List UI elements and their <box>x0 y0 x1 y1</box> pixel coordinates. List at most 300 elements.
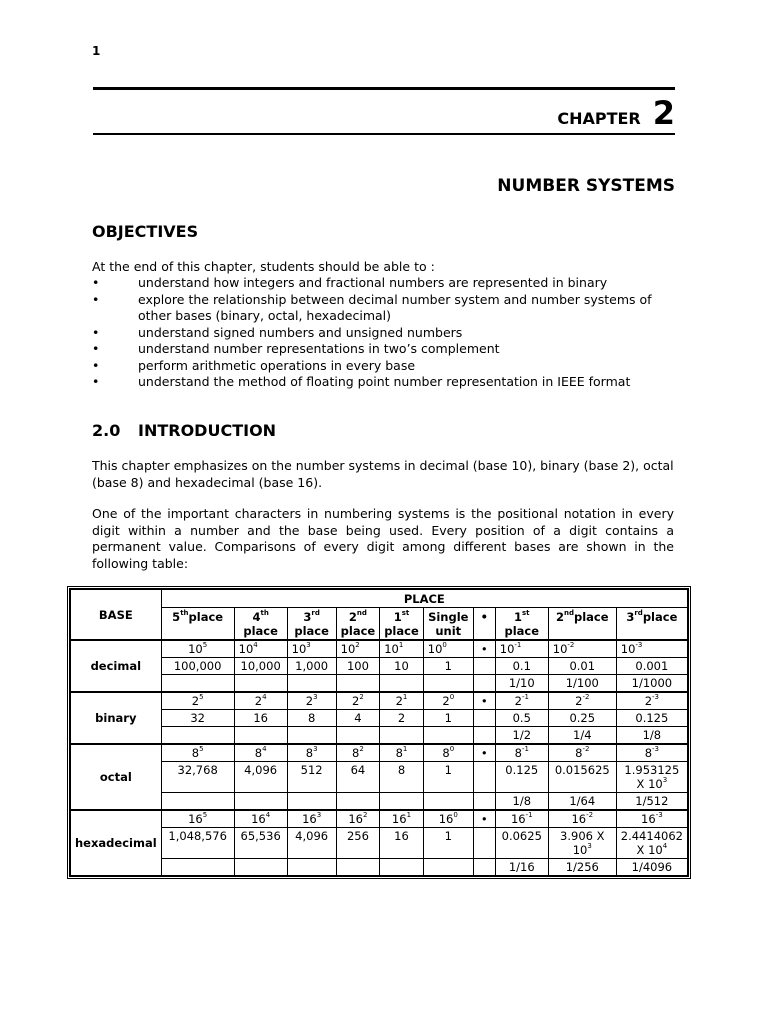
cell-value: 1/8 <box>642 728 662 742</box>
cell-value: 64 <box>350 763 366 777</box>
cell-value: 256 <box>346 829 369 843</box>
table-cell <box>234 810 287 828</box>
intro-paragraph-2: One of the important characters in numbering systems is the positional notation in every digit within a number and the base being used. Every position of a digit contains a permanent value. Comparisons of every digit among different bases are shown in the following table: <box>92 506 674 571</box>
power-exponent: -2 <box>582 693 590 701</box>
power-base: 8 <box>644 746 653 760</box>
table-cell <box>336 640 380 658</box>
table-cell <box>161 762 234 793</box>
table-cell <box>380 640 424 658</box>
place-word: place <box>340 624 376 638</box>
table-cell <box>380 859 424 876</box>
cell-value: 2.4414062 <box>620 829 683 843</box>
table-cell <box>548 710 616 727</box>
cell-value: 1/4096 <box>631 860 673 874</box>
table-cell <box>380 810 424 828</box>
power-exponent: 2 <box>359 745 364 753</box>
table-row <box>71 793 688 811</box>
objective-item: • understand the method of floating point number representation in IEEE format <box>92 374 674 391</box>
objective-item: • perform arithmetic operations in every base <box>92 358 674 375</box>
table-cell <box>380 727 424 745</box>
cell-value: 1 <box>444 659 452 673</box>
table-cell <box>336 810 380 828</box>
cell-value: 0.1 <box>512 659 531 673</box>
table-cell <box>548 744 616 762</box>
table-cell <box>495 762 548 793</box>
cell-value: 1,048,576 <box>168 829 227 843</box>
place-word: place <box>188 610 224 624</box>
table-cell <box>161 810 234 828</box>
objective-item: • understand signed numbers and unsigned numbers <box>92 325 674 342</box>
place-ordinal: 4 <box>252 610 261 624</box>
power-exponent: -1 <box>521 745 529 753</box>
chapter-number: 2 <box>652 94 675 132</box>
power-base: 16 <box>571 812 587 826</box>
table-cell <box>234 828 287 859</box>
cell-multiplier-exponent: 3 <box>587 842 592 850</box>
power-base: 8 <box>442 746 450 760</box>
power-base: 8 <box>305 746 314 760</box>
cell-value: 3.906 X <box>560 829 605 843</box>
table-cell <box>423 828 473 859</box>
power-base: 8 <box>395 746 403 760</box>
cell-value: 1/256 <box>565 860 599 874</box>
number-place-table <box>70 589 688 876</box>
table-cell <box>336 744 380 762</box>
power-base: 2 <box>395 694 403 708</box>
place-column-header <box>287 608 336 641</box>
power-exponent: 4 <box>262 693 267 701</box>
table-header-row <box>71 590 688 608</box>
power-exponent: 0 <box>449 693 455 701</box>
cell-value: 1 <box>444 763 452 777</box>
table-cell <box>380 793 424 811</box>
place-column-header <box>616 608 687 641</box>
objective-item: • explore the relationship between decimal number system and number systems of other bases (binary, octal, hexadecimal) <box>92 292 674 325</box>
power-exponent: -2 <box>582 745 590 753</box>
table-cell <box>495 658 548 675</box>
table-cell <box>548 727 616 745</box>
table-row <box>71 640 688 658</box>
table-cell <box>423 658 473 675</box>
table-cell <box>473 744 495 762</box>
table-cell <box>161 658 234 675</box>
power-base: 2 <box>352 694 360 708</box>
table-row <box>71 828 688 859</box>
power-exponent: 0 <box>453 811 458 819</box>
cell-value: 100,000 <box>173 659 222 673</box>
table-cell <box>616 810 687 828</box>
power-base: 2 <box>514 694 522 708</box>
table-cell <box>616 762 687 793</box>
objectives-heading: OBJECTIVES <box>92 222 199 241</box>
place-label: • <box>480 610 488 624</box>
table-cell <box>423 793 473 811</box>
table-cell <box>423 675 473 693</box>
objective-item: • understand how integers and fractional numbers are represented in binary <box>92 275 674 292</box>
cell-multiplier: 10 <box>572 843 588 857</box>
table-cell <box>495 744 548 762</box>
cell-value: • <box>480 694 488 708</box>
cell-value: 4,096 <box>295 829 329 843</box>
table-row <box>71 658 688 675</box>
table-cell <box>380 658 424 675</box>
table-cell <box>616 692 687 710</box>
table-row <box>71 675 688 693</box>
base-name: decimal <box>71 640 162 692</box>
table-cell <box>380 710 424 727</box>
power-base: 10 <box>427 642 443 656</box>
table-cell <box>616 658 687 675</box>
table-cell <box>287 793 336 811</box>
power-base: 2 <box>575 694 583 708</box>
power-exponent: -1 <box>514 641 522 649</box>
table-row <box>71 727 688 745</box>
power-base: 10 <box>291 642 307 656</box>
power-exponent: 0 <box>449 745 455 753</box>
table-cell <box>616 640 687 658</box>
power-base: 10 <box>620 642 636 656</box>
base-header: BASE <box>71 590 162 641</box>
cell-value: 1/2 <box>512 728 532 742</box>
place-word: place <box>642 610 678 624</box>
power-exponent: 4 <box>265 811 271 819</box>
power-exponent: -1 <box>525 811 533 819</box>
table-cell <box>161 640 234 658</box>
power-exponent: 5 <box>202 811 208 819</box>
table-cell <box>548 828 616 859</box>
place-ordinal: 5 <box>172 610 181 624</box>
base-name: hexadecimal <box>71 810 162 876</box>
power-exponent: 0 <box>442 641 447 649</box>
cell-value: 4 <box>354 711 362 725</box>
cell-value: • <box>480 746 488 760</box>
place-label: Single unit <box>428 610 469 638</box>
place-ordinal: 2 <box>555 610 564 624</box>
table-row <box>71 692 688 710</box>
table-cell <box>616 859 687 876</box>
chapter-label: CHAPTER <box>557 109 641 128</box>
cell-value: 32,768 <box>177 763 218 777</box>
table-cell <box>616 828 687 859</box>
power-base: 2 <box>254 694 263 708</box>
power-base: 16 <box>438 812 454 826</box>
table-cell <box>495 692 548 710</box>
cell-value: 10 <box>394 659 409 673</box>
table-cell <box>548 658 616 675</box>
cell-value: 65,536 <box>240 829 281 843</box>
table-cell <box>161 828 234 859</box>
power-base: 2 <box>442 694 450 708</box>
table-cell <box>234 762 287 793</box>
objectives-lead: At the end of this chapter, students should be able to : <box>92 259 435 274</box>
power-base: 10 <box>238 642 254 656</box>
table-cell <box>380 828 424 859</box>
power-base: 10 <box>188 642 203 656</box>
table-cell <box>287 710 336 727</box>
place-ordinal-suffix: rd <box>311 609 320 617</box>
cell-value: 1/1000 <box>631 676 673 690</box>
cell-value: 2 <box>397 711 406 725</box>
power-base: 10 <box>499 642 515 656</box>
power-exponent: 4 <box>262 745 267 753</box>
table-cell <box>423 710 473 727</box>
place-ordinal-suffix: th <box>260 609 269 617</box>
table-row <box>71 859 688 876</box>
table-cell <box>423 727 473 745</box>
cell-value: 1/4 <box>573 728 592 742</box>
table-body <box>71 590 688 876</box>
table-cell <box>234 692 287 710</box>
place-ordinal-suffix: nd <box>563 609 574 617</box>
intro-paragraph-1: This chapter emphasizes on the number systems in decimal (base 10), binary (base 2), octal (base 8) and hexadecimal (base 16). <box>92 458 674 490</box>
power-base: 8 <box>575 746 583 760</box>
power-exponent: 3 <box>313 745 318 753</box>
power-base: 10 <box>552 642 568 656</box>
table-cell <box>616 793 687 811</box>
table-cell <box>336 692 380 710</box>
cell-value: 10,000 <box>240 659 281 673</box>
cell-value: 100 <box>346 659 369 673</box>
place-word: place <box>294 624 329 638</box>
table-cell <box>336 658 380 675</box>
table-cell <box>495 810 548 828</box>
cell-value: • <box>480 812 488 826</box>
cell-value: 8 <box>307 711 316 725</box>
base-name: binary <box>71 692 162 744</box>
power-exponent: -3 <box>652 693 660 701</box>
power-exponent: 2 <box>363 811 368 819</box>
power-base: 16 <box>302 812 317 826</box>
table-cell <box>616 744 687 762</box>
table-cell <box>495 828 548 859</box>
power-exponent: 1 <box>398 641 404 649</box>
table-cell <box>495 727 548 745</box>
power-base: 16 <box>348 812 363 826</box>
objectives-list <box>92 275 674 391</box>
table-cell <box>336 828 380 859</box>
table-cell <box>234 859 287 876</box>
place-column-header <box>548 608 616 641</box>
place-column-header <box>234 608 287 641</box>
cell-value: 0.25 <box>569 711 596 725</box>
table-cell <box>423 859 473 876</box>
cell-value: 512 <box>300 763 323 777</box>
table-cell <box>473 710 495 727</box>
place-ordinal: 1 <box>393 610 402 624</box>
power-exponent: -3 <box>655 811 663 819</box>
table-cell <box>495 675 548 693</box>
power-base: 2 <box>191 694 200 708</box>
power-base: 16 <box>510 812 526 826</box>
cell-multiplier-exponent: 4 <box>662 842 668 850</box>
table-cell <box>616 727 687 745</box>
power-base: 8 <box>514 746 522 760</box>
table-cell <box>161 727 234 745</box>
table-cell <box>548 810 616 828</box>
place-header: PLACE <box>161 590 687 608</box>
place-word: place <box>243 624 278 638</box>
table-cell <box>423 744 473 762</box>
table-cell <box>423 762 473 793</box>
objective-item: • understand number representations in two’s complement <box>92 341 674 358</box>
section-title: INTRODUCTION <box>138 421 277 440</box>
power-base: 16 <box>641 812 656 826</box>
table-cell <box>495 640 548 658</box>
table-row <box>71 810 688 828</box>
place-ordinal: 3 <box>303 610 312 624</box>
table-cell <box>234 793 287 811</box>
table-cell <box>234 640 287 658</box>
cell-value: 0.015625 <box>554 763 610 777</box>
table-cell <box>161 859 234 876</box>
place-ordinal-suffix: rd <box>634 609 643 617</box>
power-base: 10 <box>340 642 356 656</box>
table-cell <box>336 727 380 745</box>
power-exponent: 5 <box>199 745 204 753</box>
table-cell <box>287 658 336 675</box>
place-ordinal: 2 <box>348 610 357 624</box>
power-base: 16 <box>391 812 407 826</box>
table-cell <box>473 692 495 710</box>
table-row <box>71 762 688 793</box>
table-cell <box>234 744 287 762</box>
table-cell <box>495 793 548 811</box>
power-exponent: 2 <box>355 641 360 649</box>
table-cell <box>616 710 687 727</box>
place-ordinal-suffix: th <box>180 609 189 617</box>
cell-value: 1/512 <box>635 794 669 808</box>
power-exponent: 5 <box>199 693 204 701</box>
table-cell <box>473 859 495 876</box>
table-cell <box>287 810 336 828</box>
table-cell <box>473 675 495 693</box>
power-exponent: 1 <box>402 745 408 753</box>
table-cell <box>423 640 473 658</box>
table-cell <box>336 793 380 811</box>
table-cell <box>473 658 495 675</box>
table-cell <box>161 675 234 693</box>
power-base: 16 <box>188 812 203 826</box>
cell-value: 4,096 <box>244 763 278 777</box>
power-exponent: 2 <box>359 693 364 701</box>
cell-value: 1/16 <box>508 860 535 874</box>
power-exponent: -2 <box>567 641 575 649</box>
power-exponent: -2 <box>586 811 594 819</box>
table-cell <box>473 727 495 745</box>
table-cell <box>287 762 336 793</box>
table-cell <box>495 859 548 876</box>
place-word: place <box>573 610 609 624</box>
place-word: place <box>384 624 419 638</box>
table-cell <box>234 675 287 693</box>
place-ordinal: 3 <box>626 610 635 624</box>
chapter-heading <box>557 94 675 132</box>
table-cell <box>380 692 424 710</box>
power-exponent: 1 <box>406 811 412 819</box>
header-rule-bottom <box>93 133 675 135</box>
table-cell <box>234 658 287 675</box>
cell-value: 0.5 <box>512 711 531 725</box>
table-cell <box>473 810 495 828</box>
cell-multiplier-exponent: 3 <box>662 776 668 784</box>
cell-value: 1/8 <box>512 794 532 808</box>
power-exponent: 5 <box>202 641 208 649</box>
power-exponent: -1 <box>521 693 529 701</box>
place-ordinal-suffix: st <box>401 609 410 617</box>
table-cell <box>287 675 336 693</box>
table-cell <box>336 710 380 727</box>
table-cell <box>161 793 234 811</box>
table-cell <box>161 692 234 710</box>
number-place-table-frame <box>67 586 691 879</box>
cell-value: 16 <box>394 829 409 843</box>
table-cell <box>287 640 336 658</box>
table-cell <box>234 710 287 727</box>
table-cell <box>161 744 234 762</box>
table-cell <box>423 692 473 710</box>
table-cell <box>287 744 336 762</box>
power-base: 2 <box>305 694 314 708</box>
place-column-header <box>336 608 380 641</box>
cell-value: 1.953125 <box>624 763 680 777</box>
cell-multiplier: X 10 <box>636 843 663 857</box>
place-ordinal-suffix: nd <box>356 609 367 617</box>
cell-value: 0.0625 <box>501 829 542 843</box>
base-name: octal <box>71 744 162 810</box>
cell-value: 8 <box>397 763 406 777</box>
cell-multiplier: X 10 <box>636 777 663 791</box>
power-exponent: 3 <box>316 811 322 819</box>
table-cell <box>336 762 380 793</box>
cell-value: 1/10 <box>508 676 535 690</box>
cell-value: 0.125 <box>635 711 669 725</box>
power-exponent: -3 <box>652 745 660 753</box>
place-column-header <box>423 608 473 641</box>
table-cell <box>287 828 336 859</box>
cell-value: 32 <box>190 711 205 725</box>
cell-value: 0.01 <box>569 659 596 673</box>
table-cell <box>473 793 495 811</box>
power-base: 2 <box>644 694 653 708</box>
chapter-title: NUMBER SYSTEMS <box>497 176 675 196</box>
introduction-heading <box>92 421 276 440</box>
cell-value: 1/100 <box>565 676 599 690</box>
table-cell <box>548 675 616 693</box>
table-cell <box>287 859 336 876</box>
table-row <box>71 710 688 727</box>
table-cell <box>473 762 495 793</box>
place-ordinal: 1 <box>514 610 523 624</box>
table-cell <box>380 762 424 793</box>
power-exponent: -3 <box>635 641 643 649</box>
table-cell <box>548 692 616 710</box>
table-cell <box>616 675 687 693</box>
place-column-header <box>495 608 548 641</box>
cell-value: 16 <box>253 711 268 725</box>
power-exponent: 3 <box>313 693 318 701</box>
table-cell <box>380 744 424 762</box>
place-ordinal-suffix: st <box>522 609 530 617</box>
cell-value: 0.001 <box>635 659 669 673</box>
table-cell <box>548 859 616 876</box>
table-cell <box>234 727 287 745</box>
power-exponent: 1 <box>402 693 408 701</box>
header-rule-top <box>93 87 675 90</box>
power-base: 8 <box>352 746 360 760</box>
place-word: place <box>504 624 540 638</box>
power-base: 8 <box>191 746 200 760</box>
table-cell <box>423 810 473 828</box>
